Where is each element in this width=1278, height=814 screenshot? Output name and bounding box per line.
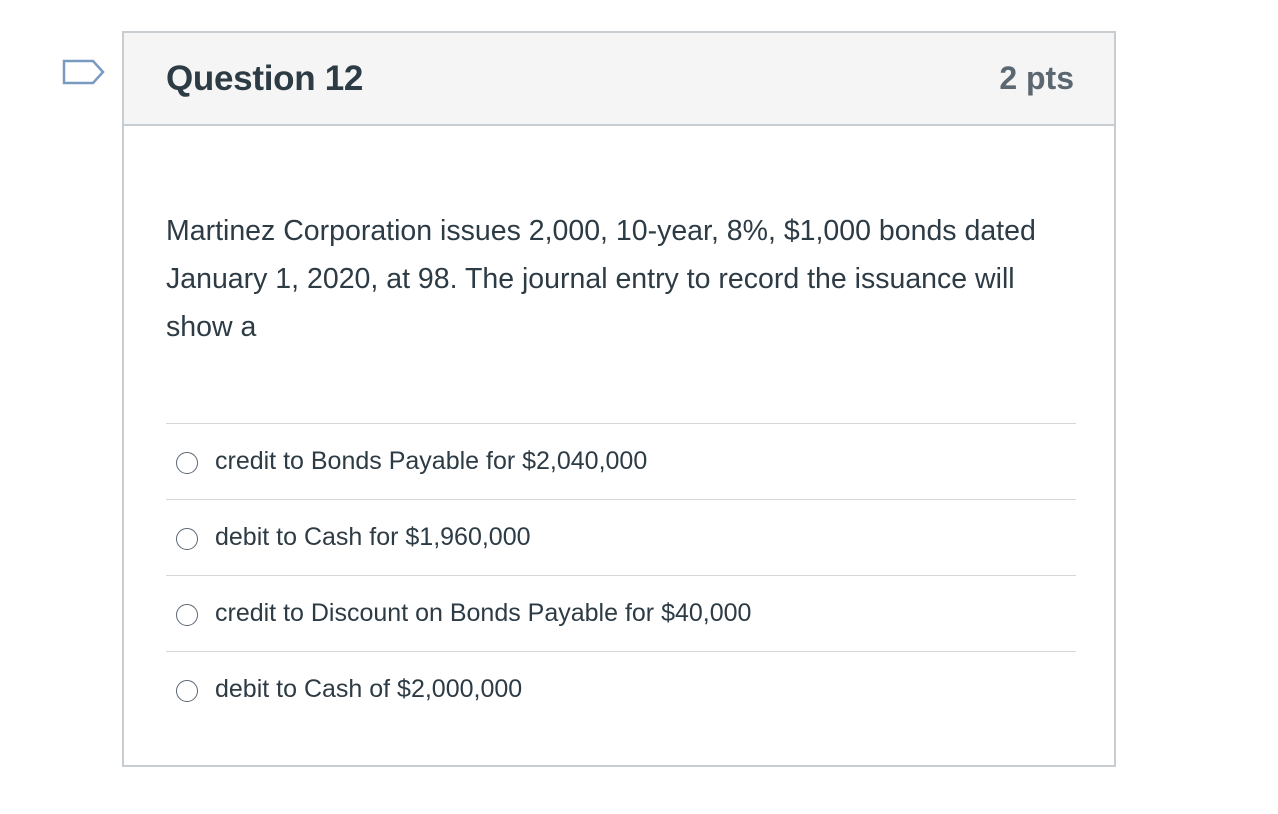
answer-option[interactable] [166, 575, 1076, 651]
answer-option[interactable] [166, 499, 1076, 575]
answer-list [166, 423, 1076, 727]
question-title: Question 12 [166, 58, 364, 98]
radio-button[interactable] [176, 680, 198, 702]
question-header [124, 33, 1114, 126]
question-points: 2 pts [999, 60, 1074, 96]
question-card [122, 31, 1116, 767]
answer-label: debit to Cash of $2,000,000 [215, 675, 523, 703]
answer-label: credit to Bonds Payable for $2,040,000 [215, 447, 648, 475]
radio-button[interactable] [176, 604, 198, 626]
flag-question-icon[interactable] [62, 59, 106, 93]
answer-label: credit to Discount on Bonds Payable for $40,000 [215, 599, 752, 627]
radio-button[interactable] [176, 528, 198, 550]
answer-option[interactable] [166, 651, 1076, 727]
radio-button[interactable] [176, 452, 198, 474]
answer-label: debit to Cash for $1,960,000 [215, 523, 531, 551]
answer-option[interactable] [166, 423, 1076, 499]
question-text: Martinez Corporation issues 2,000, 10-year, 8%, $1,000 bonds dated January 1, 2020, at 98. The journal entry to record the issuance will show a [166, 215, 1036, 343]
